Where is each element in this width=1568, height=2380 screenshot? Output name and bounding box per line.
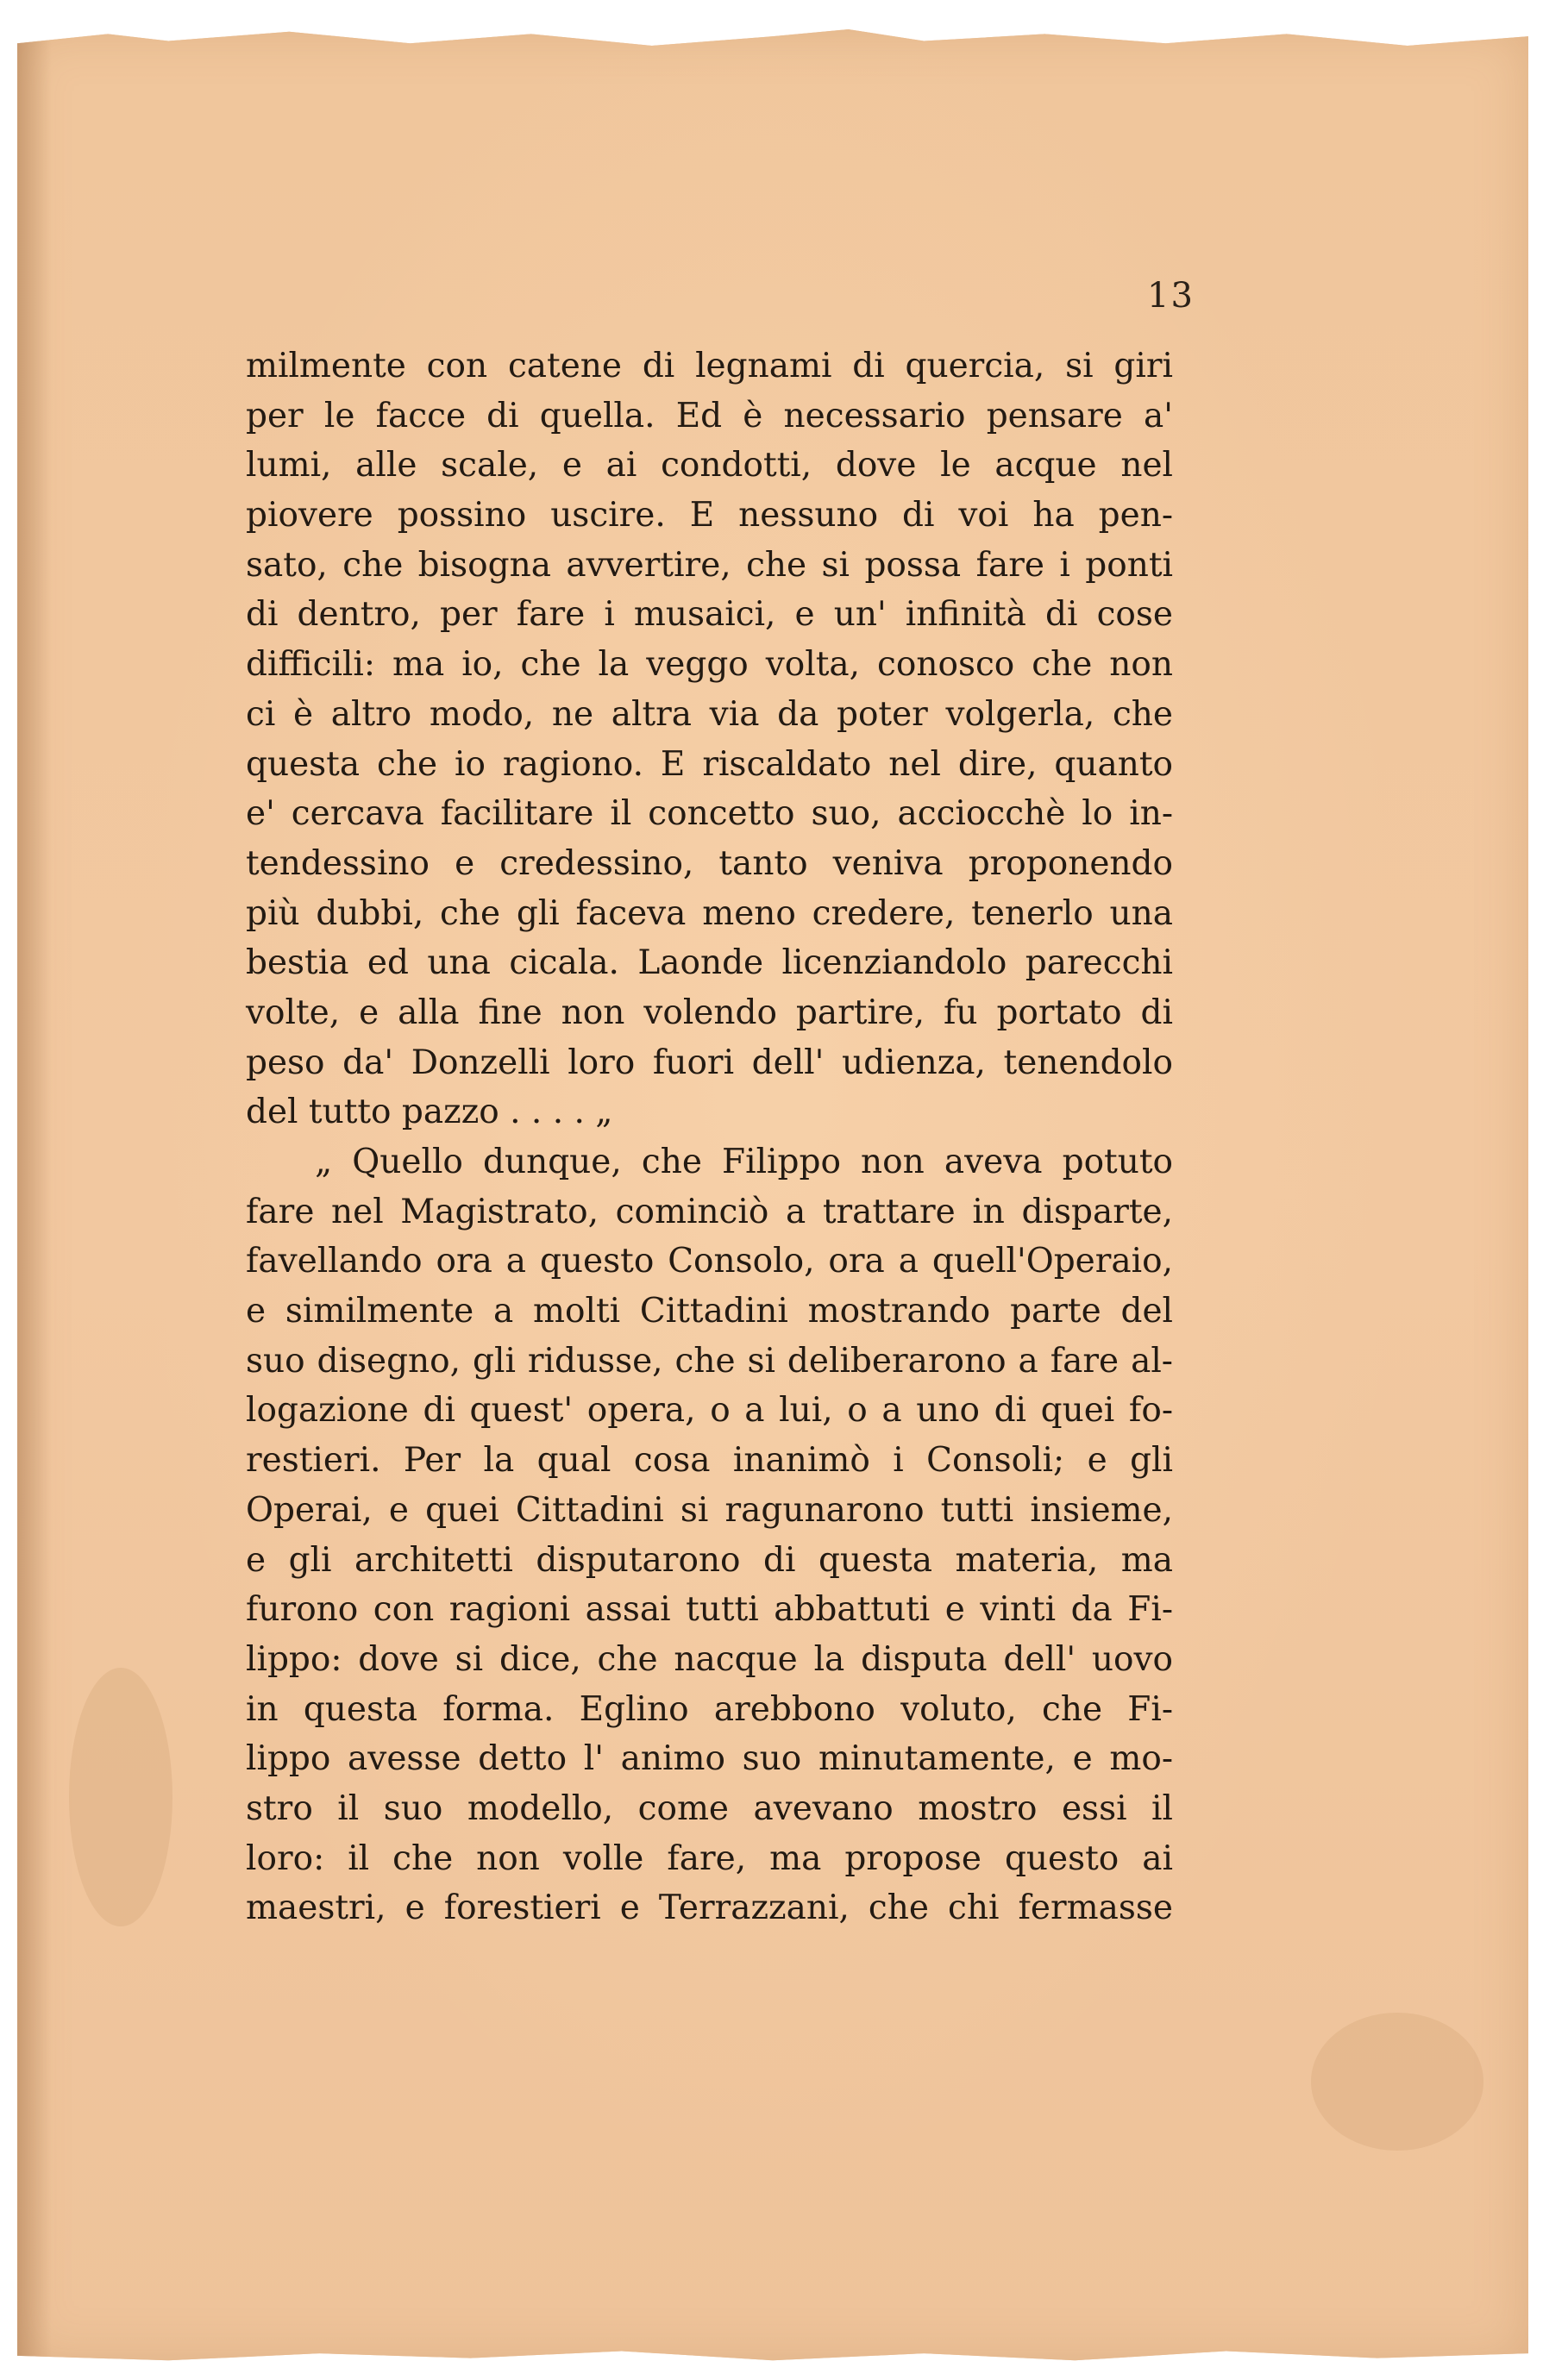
text-line: tendessino e credessino, tanto veniva proponendo <box>246 843 1173 883</box>
text-line: maestri, e forestieri e Terrazzani, che chi fermasse <box>246 1888 1173 1928</box>
text-line: di dentro, per fare i musaici, e un' infinità di cose <box>246 595 1173 635</box>
text-line: lumi, alle scale, e ai condotti, dove le acque nel <box>246 446 1173 485</box>
text-line: difficili: ma io, che la veggo volta, conosco che non <box>246 645 1173 685</box>
text-line: e' cercava facilitare il concetto suo, acciocchè lo in- <box>246 794 1173 834</box>
text-line: loro: il che non volle fare, ma propose questo ai <box>246 1838 1173 1878</box>
page-number: 13 <box>1147 276 1195 316</box>
text-line: e similmente a molti Cittadini mostrando parte del <box>246 1292 1173 1331</box>
text-line: stro il suo modello, come avevano mostro essi il <box>246 1788 1173 1828</box>
text-line: milmente con catene di legnami di quercia, si giri <box>246 347 1173 385</box>
text-line: questa che io ragiono. E riscaldato nel dire, quanto <box>246 744 1173 784</box>
text-line: lippo: dove si dice, che nacque la disputa dell' uovo <box>246 1639 1173 1679</box>
text-line: del tutto pazzo . . . . „ <box>246 1093 613 1132</box>
text-line: „ Quello dunque, che Filippo non aveva potuto <box>315 1143 1173 1181</box>
paper-stain <box>1311 2013 1483 2151</box>
text-line: sato, che bisogna avvertire, che si possa fare i ponti <box>246 545 1173 585</box>
text-line: per le facce di quella. Ed è necessario pensare a' <box>246 396 1173 435</box>
text-line: in questa forma. Eglino arebbono voluto, che Fi- <box>246 1689 1173 1729</box>
text-line: restieri. Per la qual cosa inanimò i Consoli; e gli <box>246 1441 1173 1481</box>
binding-shadow <box>17 29 52 2363</box>
text-line: e gli architetti disputarono di questa materia, ma <box>246 1540 1173 1580</box>
text-line: logazione di quest' opera, o a lui, o a uno di quei fo- <box>246 1391 1173 1431</box>
text-line: suo disegno, gli ridusse, che si deliberarono a fare al- <box>246 1341 1173 1381</box>
text-line: peso da' Donzelli loro fuori dell' udienza, tenendolo <box>246 1043 1173 1082</box>
text-line: fare nel Magistrato, cominciò a trattare in disparte, <box>246 1192 1173 1231</box>
text-line: Operai, e quei Cittadini si ragunarono tutti insieme, <box>246 1490 1173 1530</box>
body-text <box>246 341 1173 1933</box>
text-line: volte, e alla fine non volendo partire, fu portato di <box>246 993 1173 1032</box>
text-line: lippo avesse detto l' animo suo minutamente, e mo- <box>246 1739 1173 1779</box>
paper-stain <box>69 1668 172 1926</box>
text-line: più dubbi, che gli faceva meno credere, tenerlo una <box>246 893 1173 933</box>
text-line: ci è altro modo, ne altra via da poter volgerla, che <box>246 694 1173 734</box>
text-line: bestia ed una cicala. Laonde licenziandolo parecchi <box>246 943 1173 983</box>
text-line: piovere possino uscire. E nessuno di voi ha pen- <box>246 496 1173 536</box>
text-line: furono con ragioni assai tutti abbattuti e vinti da Fi- <box>246 1590 1173 1630</box>
text-line: favellando ora a questo Consolo, ora a quell'Operaio, <box>246 1242 1173 1281</box>
